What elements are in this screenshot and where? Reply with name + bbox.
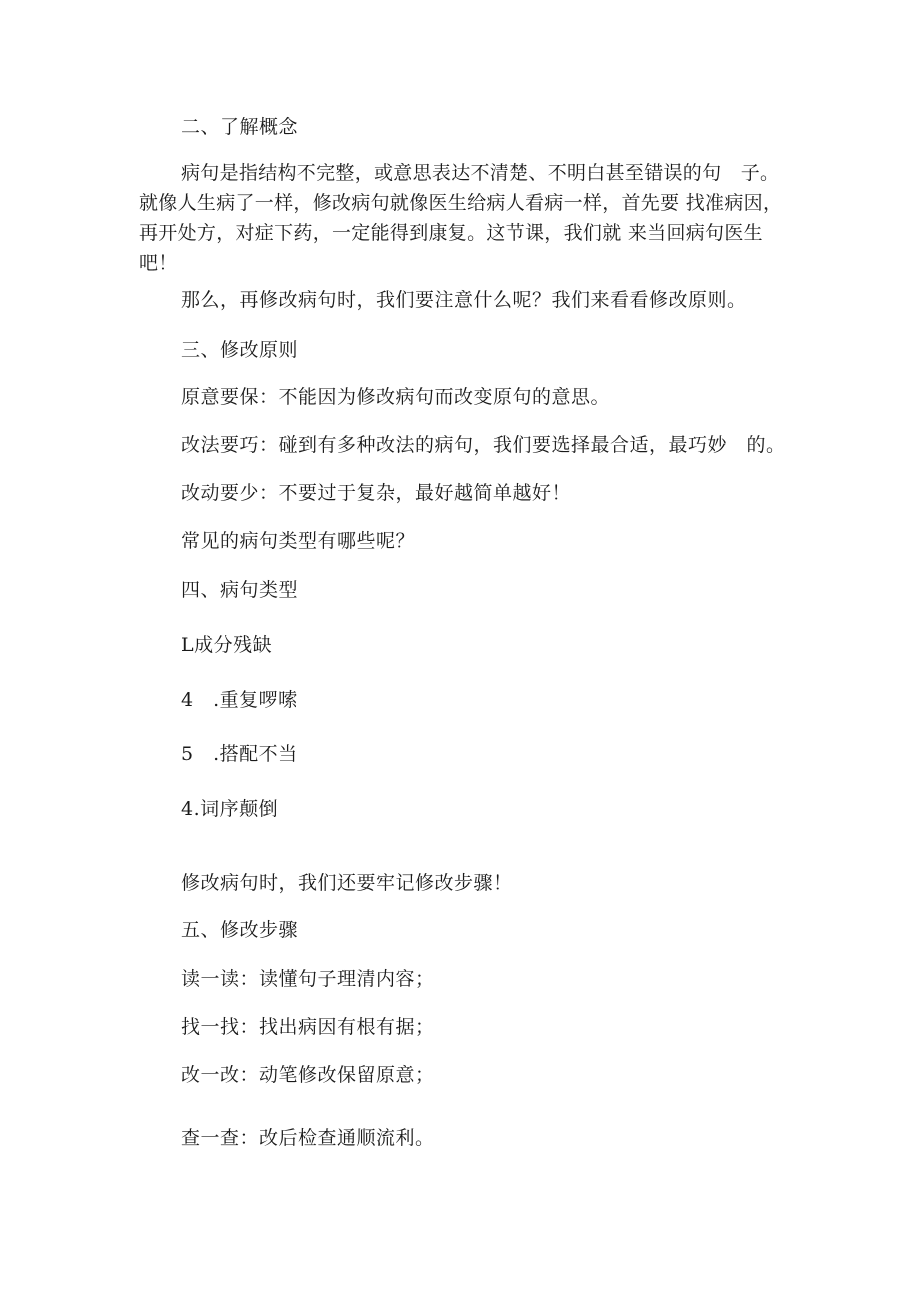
- transition-text: 那么，再修改病句时，我们要注意什么呢？我们来看看修改原则。: [181, 289, 747, 311]
- concept-paragraph: [139, 158, 804, 278]
- section-heading-principles: 三、修改原则: [181, 339, 299, 361]
- type-list-item: 4 .重复啰嗦: [181, 689, 298, 711]
- section-heading-types: 四、病句类型: [181, 579, 299, 601]
- section-heading-steps: 五、修改步骤: [181, 919, 299, 941]
- principle-item: 原意要保：不能因为修改病句而改变原句的意思。: [181, 386, 611, 408]
- paragraph-line: 就像人生病了一样，修改病句就像医生给病人看病一样，首先要 找准病因，: [139, 192, 783, 214]
- type-list-item: 4.词序颠倒: [181, 798, 279, 820]
- section-heading-concept: 二、了解概念: [181, 116, 299, 138]
- step-item: 读一读：读懂句子理清内容；: [181, 968, 435, 990]
- step-item: 查一查：改后检查通顺流利。: [181, 1127, 435, 1149]
- paragraph-line: 吧！: [139, 252, 178, 274]
- paragraph-line: 病句是指结构不完整，或意思表达不清楚、不明白甚至错误的句 子。: [181, 162, 780, 184]
- step-item: 找一找：找出病因有根有据；: [181, 1016, 435, 1038]
- step-item: 改一改：动笔修改保留原意；: [181, 1064, 435, 1086]
- question-text: 常见的病句类型有哪些呢？: [181, 530, 416, 552]
- principle-item: 改动要少：不要过于复杂，最好越简单越好！: [181, 482, 572, 504]
- principle-item: 改法要巧：碰到有多种改法的病句，我们要选择最合适，最巧妙 的。: [181, 434, 786, 456]
- type-list-item: 5 .搭配不当: [181, 743, 298, 765]
- type-list-item: L成分残缺: [181, 634, 273, 656]
- steps-intro-text: 修改病句时，我们还要牢记修改步骤！: [181, 872, 513, 894]
- paragraph-line: 再开处方，对症下药，一定能得到康复。这节课，我们就 来当回病句医生: [139, 222, 763, 244]
